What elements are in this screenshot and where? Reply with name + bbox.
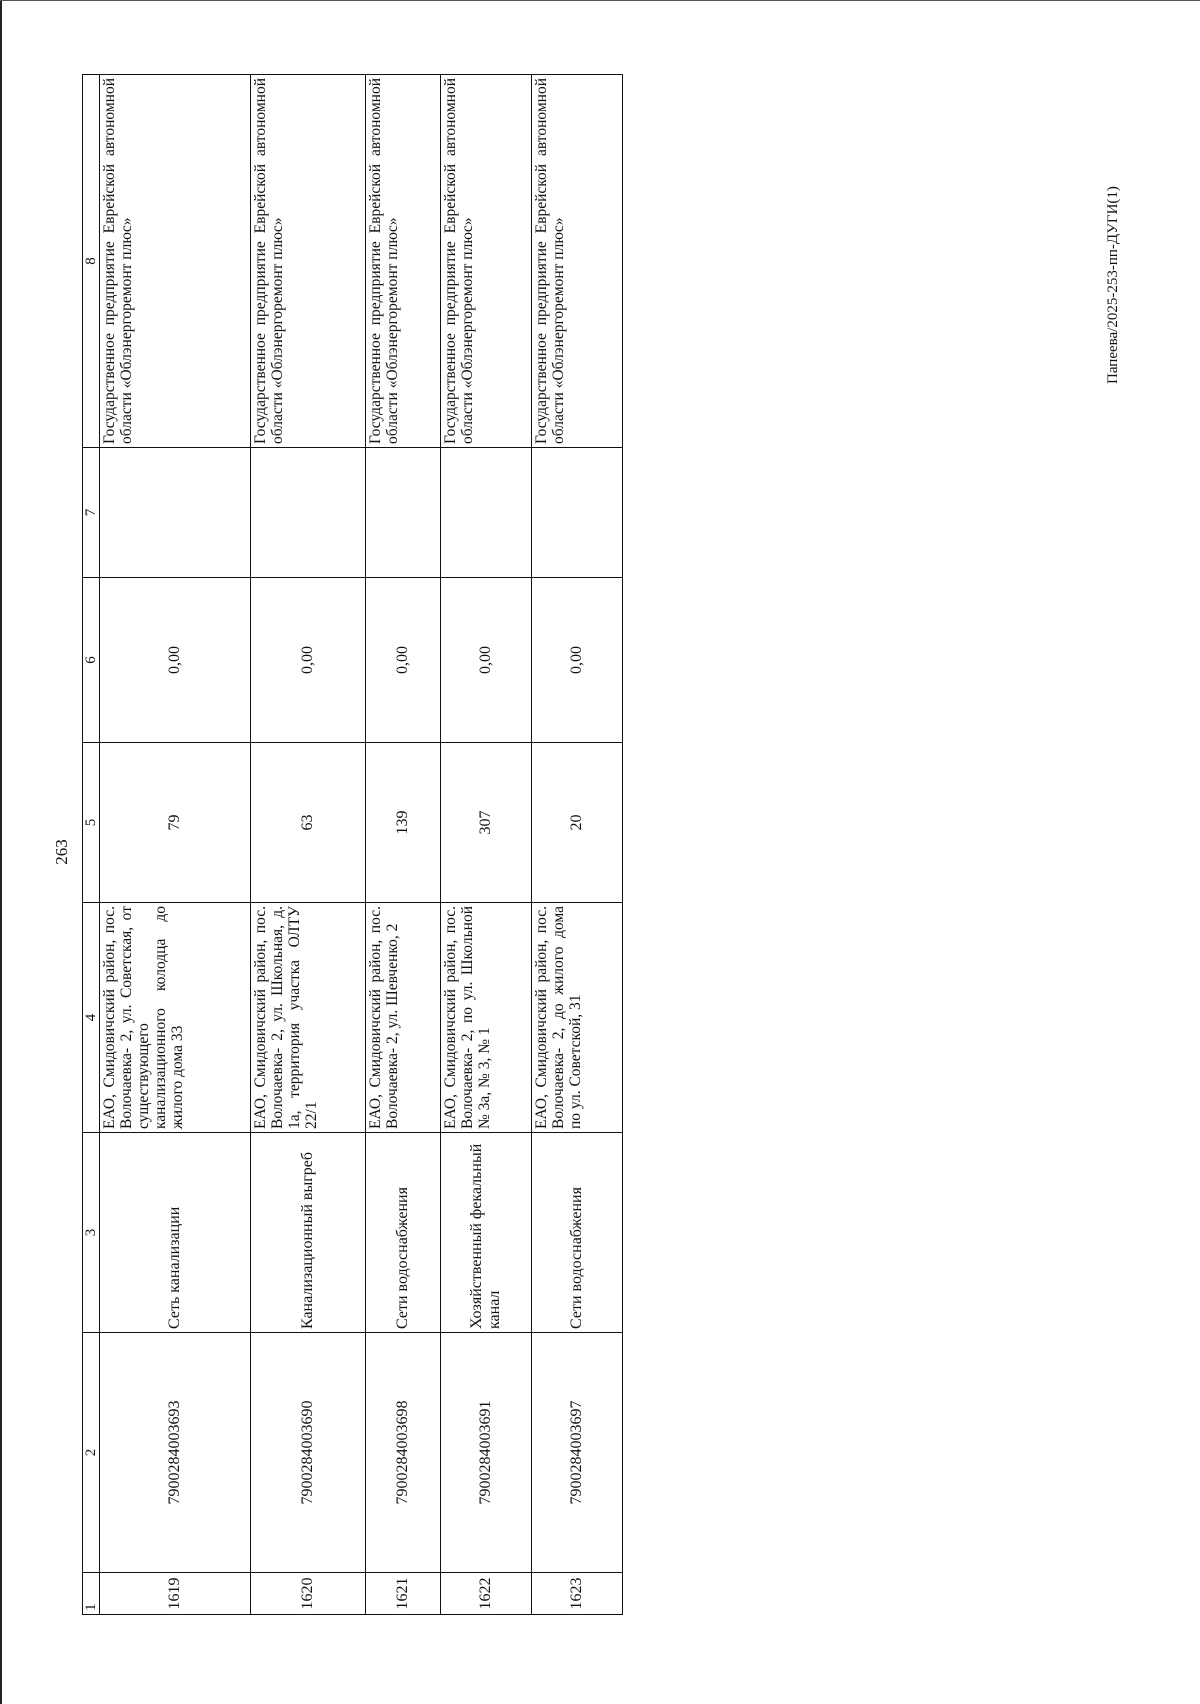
cadastral-code: 7900284003698 <box>366 1333 441 1573</box>
header-cell: 7 <box>83 448 100 578</box>
registry-table <box>82 74 623 1615</box>
header-cell: 8 <box>83 75 100 448</box>
table-row <box>366 75 441 1615</box>
header-cell: 4 <box>83 903 100 1133</box>
table-row <box>100 75 251 1615</box>
header-cell: 3 <box>83 1133 100 1333</box>
object-name: Канализационный выгреб <box>251 1133 366 1333</box>
empty-cell <box>532 448 623 578</box>
header-row <box>83 75 100 1615</box>
holder-name: Государственное предприятие Еврейской автономной области «Облэнергоремонт плюс» <box>251 75 366 448</box>
object-address: ЕАО, Смидовичский район, пос. Волочаевка- 2, ул. Шевченко, 2 <box>366 903 441 1133</box>
page-number: 263 <box>52 839 71 865</box>
row-number: 1621 <box>366 1573 441 1615</box>
holder-name: Государственное предприятие Еврейской автономной области «Облэнергоремонт плюс» <box>366 75 441 448</box>
header-cell: 5 <box>83 743 100 903</box>
document-footer-code: Папеева/2025-253-пп-ДУГИ(1) <box>1105 186 1121 384</box>
object-length: 139 <box>366 743 441 903</box>
object-value: 0,00 <box>251 578 366 743</box>
empty-cell <box>251 448 366 578</box>
cadastral-code: 7900284003691 <box>441 1333 532 1573</box>
header-cell: 6 <box>83 578 100 743</box>
object-address: ЕАО, Смидовичский район, пос. Волочаевка- 2, по ул. Школьной № 3а, № 3, № 1 <box>441 903 532 1133</box>
object-length: 63 <box>251 743 366 903</box>
empty-cell <box>441 448 532 578</box>
object-length: 20 <box>532 743 623 903</box>
object-length: 79 <box>100 743 251 903</box>
object-value: 0,00 <box>532 578 623 743</box>
object-address: ЕАО, Смидовичский район, пос. Волочаевка- 2, до жилого дома по ул. Советской, 31 <box>532 903 623 1133</box>
row-number: 1622 <box>441 1573 532 1615</box>
object-name: Хозяйственный фекальный канал <box>441 1133 532 1333</box>
row-number: 1619 <box>100 1573 251 1615</box>
holder-name: Государственное предприятие Еврейской автономной области «Облэнергоремонт плюс» <box>100 75 251 448</box>
cadastral-code: 7900284003697 <box>532 1333 623 1573</box>
cadastral-code: 7900284003690 <box>251 1333 366 1573</box>
header-cell: 2 <box>83 1333 100 1573</box>
row-number: 1620 <box>251 1573 366 1615</box>
object-value: 0,00 <box>100 578 251 743</box>
object-value: 0,00 <box>366 578 441 743</box>
object-value: 0,00 <box>441 578 532 743</box>
holder-name: Государственное предприятие Еврейской автономной области «Облэнергоремонт плюс» <box>441 75 532 448</box>
holder-name: Государственное предприятие Еврейской автономной области «Облэнергоремонт плюс» <box>532 75 623 448</box>
header-cell: 1 <box>83 1573 100 1615</box>
table-row <box>441 75 532 1615</box>
cadastral-code: 7900284003693 <box>100 1333 251 1573</box>
empty-cell <box>366 448 441 578</box>
empty-cell <box>100 448 251 578</box>
table-row <box>251 75 366 1615</box>
object-address: ЕАО, Смидовичский район, пос. Волочаевка- 2, ул. Советская, от существующего канализационного колодца до жилого дома 33 <box>100 903 251 1133</box>
object-name: Сети водоснабжения <box>532 1133 623 1333</box>
object-address: ЕАО, Смидовичский район, пос. Волочаевка- 2, ул. Школьная, д. 1а, территория участка ОЛТУ 22/1 <box>251 903 366 1133</box>
object-name: Сеть канализации <box>100 1133 251 1333</box>
row-number: 1623 <box>532 1573 623 1615</box>
table-row <box>532 75 623 1615</box>
object-length: 307 <box>441 743 532 903</box>
object-name: Сети водоснабжения <box>366 1133 441 1333</box>
